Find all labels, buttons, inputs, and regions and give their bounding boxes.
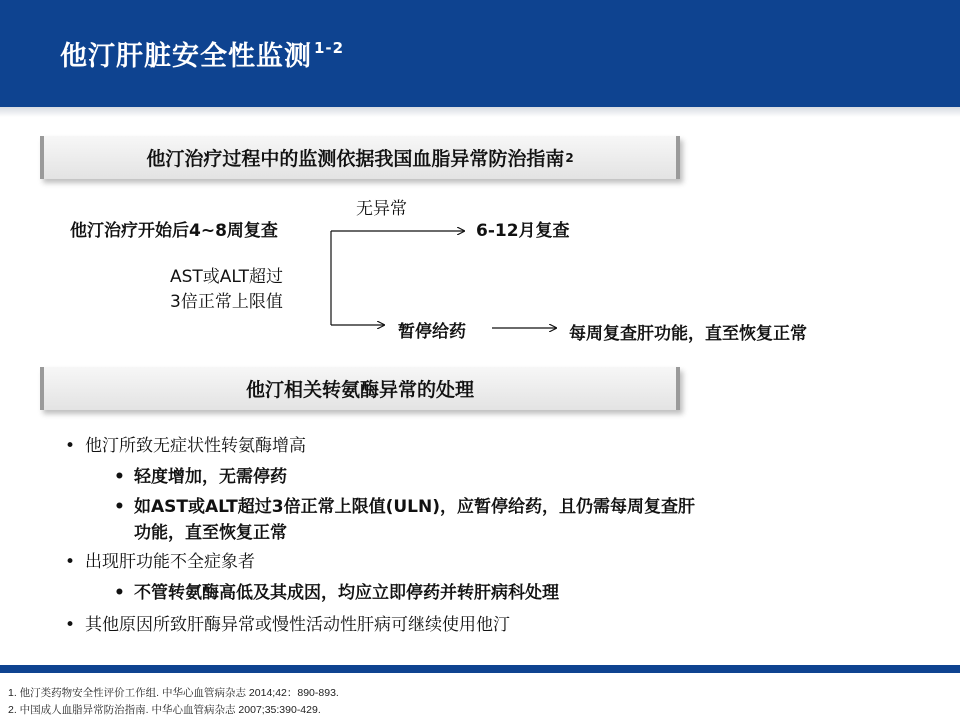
page-title-superscript: 1-2 — [314, 39, 345, 57]
section-heading-transaminase-text: 他汀相关转氨酶异常的处理 — [245, 379, 474, 401]
footnote-ref1: 1. 他汀类药物安全性评价工作组. 中华心血管病杂志 2014;42：890-893. — [8, 687, 339, 699]
bullet-dot: • — [65, 552, 76, 572]
bullet-item-asymptomatic — [65, 433, 306, 459]
bullet-text: 轻度增加，无需停药 — [134, 467, 287, 487]
page-title-text: 他汀肝脏安全性监测 — [60, 41, 312, 72]
section-heading-transaminase — [40, 367, 680, 410]
bullet-text: 他汀所致无症状性转氨酶增高 — [85, 436, 306, 456]
bullet-dot: • — [114, 467, 125, 487]
bullet-text: 出现肝功能不全症象者 — [85, 552, 255, 572]
flow-abnormal-label-line2: 3倍正常上限值 — [170, 292, 283, 312]
bullet-dot: • — [65, 436, 76, 456]
flow-weekly-recheck-node: 每周复查肝功能，直至恢复正常 — [569, 324, 807, 344]
footer-bar — [0, 665, 960, 673]
section-heading-monitoring-text: 他汀治疗过程中的监测依据我国血脂异常防治指南 — [146, 148, 565, 170]
bullet-dot: • — [114, 583, 125, 603]
flow-normal-result-node: 6-12月复查 — [476, 221, 570, 241]
bullet-dot: • — [65, 615, 76, 635]
bullet-text-line2: 功能，直至恢复正常 — [134, 523, 287, 543]
bullet-text: 其他原因所致肝酶异常或慢性活动性肝病可继续使用他汀 — [85, 615, 510, 635]
bullet-item-liver-insufficiency — [65, 549, 255, 575]
flow-normal-branch-label: 无异常 — [356, 199, 407, 219]
section-heading-monitoring-superscript: 2 — [565, 150, 574, 165]
flow-abnormal-label-line1: AST或ALT超过 — [170, 267, 283, 287]
bullet-text-line1: 如AST或ALT超过3倍正常上限值(ULN)，应暂停给药，且仍需每周复查肝 — [134, 497, 695, 517]
flow-start-node: 他汀治疗开始后4~8周复查 — [70, 221, 278, 241]
bullet-text: 不管转氨酶高低及其成因，均应立即停药并转肝病科处理 — [134, 583, 559, 603]
flow-pause-node: 暂停给药 — [398, 322, 466, 342]
subbullet-item-mild — [114, 464, 287, 490]
subbullet-item-exceed-uln — [114, 494, 695, 520]
subbullet-item-exceed-uln-continued — [134, 520, 287, 546]
subbullet-item-stop-drug — [114, 580, 559, 606]
footnote-ref2: 2. 中国成人血脂异常防治指南. 中华心血管病杂志 2007;35:390-429. — [8, 704, 321, 716]
bullet-item-other-causes — [65, 612, 510, 638]
bullet-dot: • — [114, 497, 125, 517]
